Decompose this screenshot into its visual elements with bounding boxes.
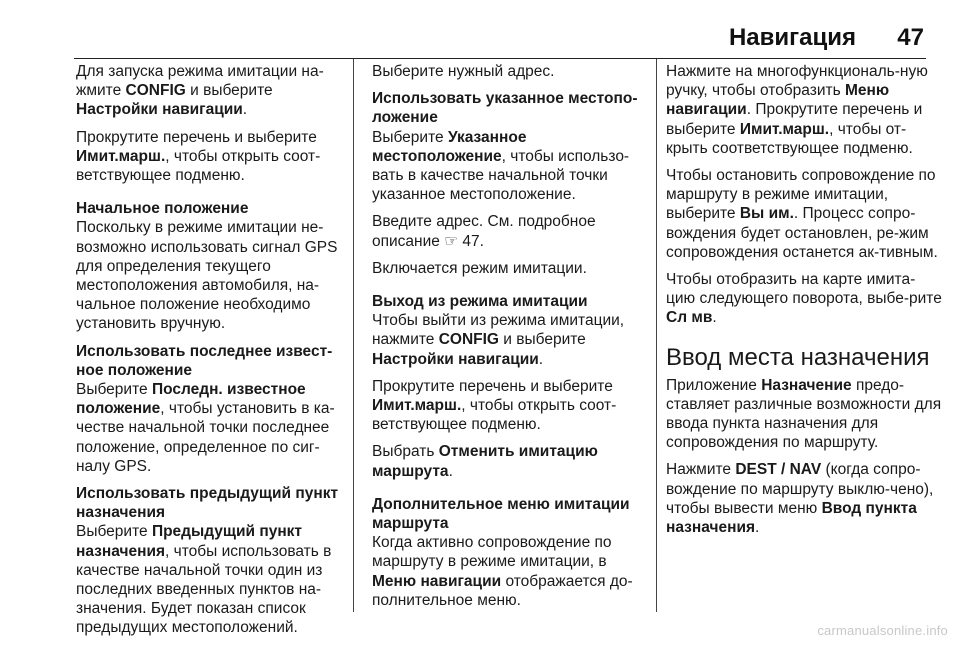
paragraph: Нажмите на многофункциональ-ную ручку, чтобы отобразить Меню навигации. Прокрутите перечень и выберите Имит.марш., чтобы от-крыть соответствующее подменю. [666,63,928,157]
paragraph: Выберите Предыдущий пункт назначения, чтобы использовать в качестве начальной точки один из последних введенных пунктов на-значения. Будет показан список предыдущих местоположений. [76,523,332,637]
paragraph: Включается режим имитации. [372,259,587,277]
paragraph: Чтобы отобразить на карте имита-цию следующего поворота, выбе-рите Сл мв. [666,271,942,327]
paragraph: Нажмите DEST / NAV (когда сопро-вождение по маршруту выклю-чено), чтобы вывести меню Ввод пункта назначения. [666,461,934,537]
column-3 [666,62,944,545]
chapter-heading: Ввод места назначения [666,343,930,371]
paragraph: Чтобы остановить сопровождение по маршруту в режиме имитации, выберите Вы им.. Процесс сопро-вождения будет остановлен, ре-жим сопровождения останется ак-тивным. [666,167,938,261]
header-divider [74,58,926,59]
paragraph: Прокрутите перечень и выберите Имит.марш., чтобы открыть соот-ветствующее подменю. [76,128,321,185]
paragraph: Выберите Последн. известное положение, чтобы установить в ка-честве начальной точки последнее положение, определенное по сиг-налу GPS. [76,381,335,475]
paragraph: Поскольку в режиме имитации не-возможно использовать сигнал GPS для определения текущего местоположения автомобиля, на-чальное положение необходимо установить вручную. [76,219,338,333]
column-divider-1 [353,59,354,612]
paragraph: Чтобы выйти из режима имитации, нажмите CONFIG и выберите Настройки навигации. [372,312,625,368]
paragraph: Выберите Указанное местоположение, чтобы использо-вать в качестве начальной точки указанное местоположение. [372,128,630,204]
paragraph: Выбрать Отменить имитацию маршрута. [372,443,598,480]
section-heading: Дополнительное меню имитации маршрута [372,495,630,533]
column-divider-2 [656,59,657,612]
section-heading: Использовать последнее извест-ное положение [76,342,333,379]
reference-arrow-icon: ☞ [444,232,459,250]
paragraph: Выберите нужный адрес. [372,63,555,80]
section-heading: Начальное положение [76,200,249,218]
page-header [0,0,960,56]
paragraph: Приложение Назначение предо-ставляет различные возможности для ввода пункта назначения для сопровождения по маршруту. [666,376,942,452]
page-number: 47 [897,24,924,51]
paragraph: Введите адрес. См. подробное описание ☞ 47. [372,213,596,250]
column-2 [372,62,650,618]
page-title: Навигация [728,24,856,51]
watermark: carmanualsonline.info [817,623,948,638]
section-heading: Использовать указанное местопо-ложение [372,90,638,127]
section-heading: Использовать предыдущий пункт назначения [76,485,339,522]
paragraph: Прокрутите перечень и выберите Имит.марш., чтобы открыть соот-ветствующее подменю. [372,377,617,434]
column-1 [76,62,348,646]
paragraph: Для запуска режима имитации на-жмите CONFIG и выберите Настройки навигации. [76,63,324,119]
section-heading: Выход из режима имитации [372,293,588,311]
paragraph: Когда активно сопровождение по маршруту в режиме имитации, в Меню навигации отображается до-полнительное меню. [372,534,633,609]
